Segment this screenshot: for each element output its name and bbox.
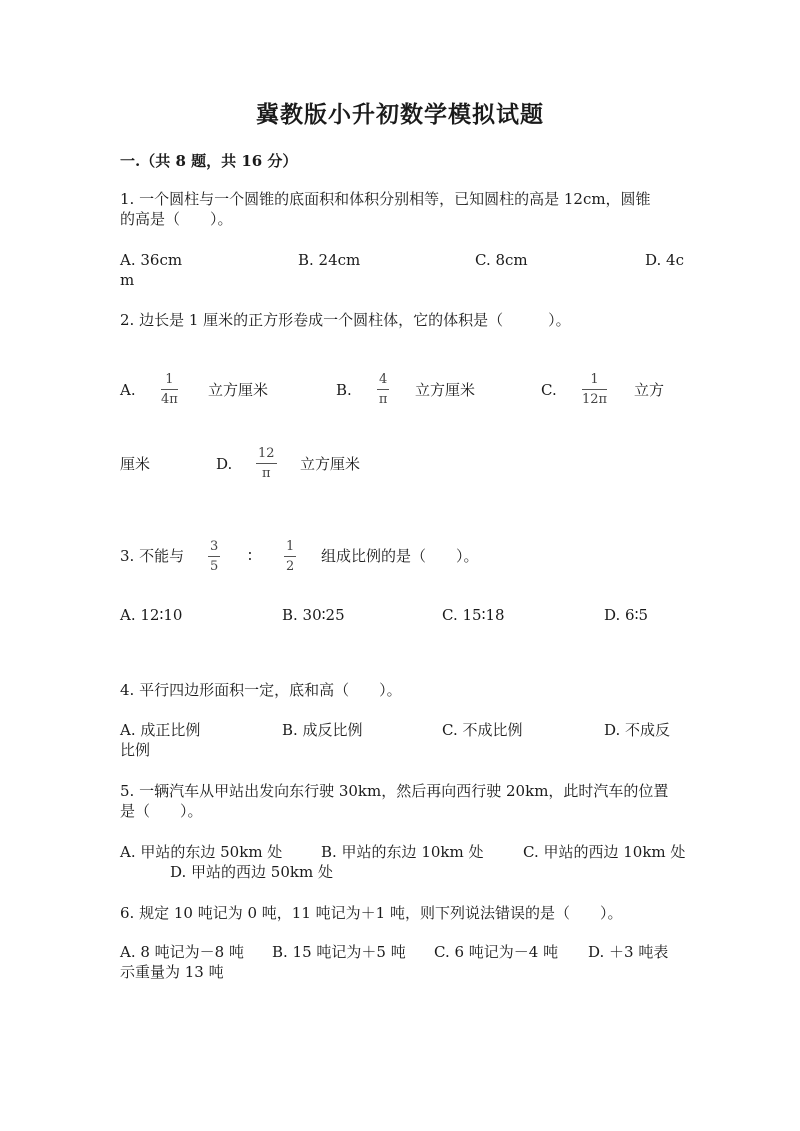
fraction-denominator: 12π <box>582 392 608 407</box>
question-4-option-a: A. 成正比例 <box>120 721 201 739</box>
fraction-denominator: 5 <box>210 559 219 574</box>
question-4-stem: 4. 平行四边形面积一定，底和高（ ）。 <box>120 681 402 699</box>
question-6-option-c: C. 6 吨记为－4 吨 <box>434 943 559 961</box>
question-1-option-a: A. 36cm <box>120 251 183 269</box>
fraction-numerator: 1 <box>165 372 174 387</box>
question-4-option-c: C. 不成比例 <box>442 721 523 739</box>
question-5-option-d: D. 甲站的西边 50km 处 <box>170 863 333 881</box>
fraction-numerator: 4 <box>379 372 388 387</box>
question-5-option-a: A. 甲站的东边 50km 处 <box>120 843 283 861</box>
question-2-option-d-fraction <box>256 446 277 481</box>
question-5-stem-line1: 5. 一辆汽车从甲站出发向东行驶 30km，然后再向西行驶 20km，此时汽车的位置 <box>120 782 669 800</box>
question-1-option-d: D. 4c <box>645 251 684 269</box>
question-3-option-b: B. 30∶25 <box>282 606 345 624</box>
question-6-option-d: D. ＋3 吨表 <box>588 943 669 961</box>
fraction-denominator: 4π <box>161 392 178 407</box>
question-2-option-a-fraction <box>161 372 178 407</box>
question-2-option-c-label: C. <box>541 381 557 399</box>
question-5-option-b: B. 甲站的东边 10km 处 <box>321 843 484 861</box>
fraction-numerator: 3 <box>210 539 219 554</box>
question-2-option-d-label: D. <box>216 455 233 473</box>
question-5-option-c: C. 甲站的西边 10km 处 <box>523 843 686 861</box>
question-6-option-a: A. 8 吨记为－8 吨 <box>120 943 244 961</box>
question-1-stem-line1: 1. 一个圆柱与一个圆锥的底面积和体积分别相等，已知圆柱的高是 12cm，圆锥 <box>120 190 651 208</box>
question-5-stem-line2: 是（ ）。 <box>120 802 203 820</box>
fraction-numerator: 1 <box>286 539 295 554</box>
question-3-ratio-colon: ∶ <box>248 547 252 565</box>
question-4-option-d-cont: 比例 <box>120 741 151 759</box>
question-3-stem-suffix: 组成比例的是（ ）。 <box>321 547 479 565</box>
question-4-option-b: B. 成反比例 <box>282 721 363 739</box>
fraction-denominator: π <box>378 392 388 407</box>
fraction-numerator: 1 <box>590 372 599 387</box>
question-3-stem-prefix: 3. 不能与 <box>120 547 185 565</box>
question-4-option-d: D. 不成反 <box>604 721 671 739</box>
section-header: 一.（共 8 题，共 16 分） <box>120 152 298 170</box>
question-2-stem: 2. 边长是 1 厘米的正方形卷成一个圆柱体，它的体积是（ ）。 <box>120 311 571 329</box>
fraction-numerator: 12 <box>258 446 275 461</box>
question-3-fraction-1 <box>208 539 220 574</box>
question-2-option-b-fraction <box>377 372 389 407</box>
page-title: 冀教版小升初数学模拟试题 <box>256 101 544 128</box>
question-2-option-d-unit: 立方厘米 <box>300 455 361 473</box>
question-3-option-c: C. 15∶18 <box>442 606 505 624</box>
question-3-option-a: A. 12∶10 <box>120 606 183 624</box>
question-2-option-a-label: A. <box>120 381 136 399</box>
question-6-stem: 6. 规定 10 吨记为 0 吨，11 吨记为＋1 吨，则下列说法错误的是（ ）。 <box>120 904 623 922</box>
question-1-stem-line2: 的高是（ ）。 <box>120 210 233 228</box>
question-3-fraction-2 <box>284 539 296 574</box>
question-2-option-c-unit-cont: 厘米 <box>120 455 151 473</box>
question-1-option-c: C. 8cm <box>475 251 528 269</box>
question-2-option-b-unit: 立方厘米 <box>415 381 476 399</box>
question-2-option-c-fraction <box>582 372 607 407</box>
question-1-option-d-cont: m <box>120 271 135 289</box>
question-3-option-d: D. 6∶5 <box>604 606 649 624</box>
question-2-option-c-unit: 立方 <box>634 381 665 399</box>
fraction-denominator: 2 <box>286 559 295 574</box>
question-6-option-b: B. 15 吨记为＋5 吨 <box>272 943 406 961</box>
question-2-option-b-label: B. <box>336 381 352 399</box>
question-2-option-a-unit: 立方厘米 <box>208 381 269 399</box>
fraction-denominator: π <box>262 466 271 481</box>
question-1-option-b: B. 24cm <box>298 251 361 269</box>
question-6-option-d-cont: 示重量为 13 吨 <box>120 963 224 981</box>
